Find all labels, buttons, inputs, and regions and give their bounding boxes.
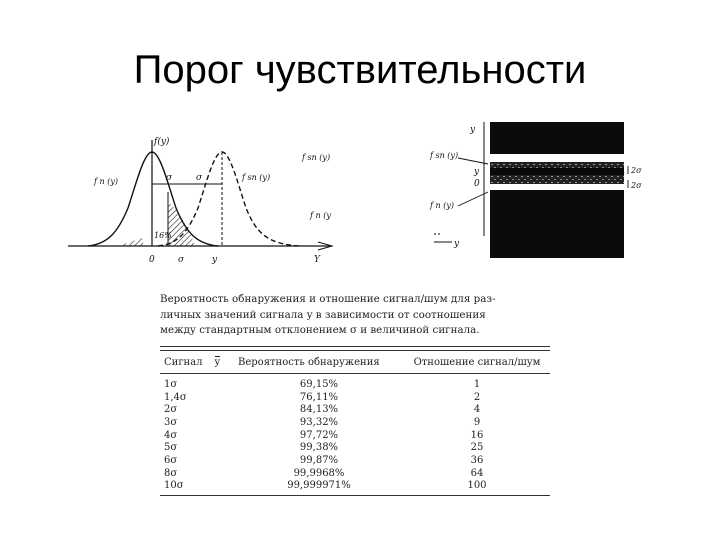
band-bottom-noise xyxy=(490,175,624,184)
table-body xyxy=(160,374,550,495)
cell-probability: 99,87% xyxy=(299,454,339,466)
cell-signal: 1σ xyxy=(164,378,178,390)
cell-ratio: 25 xyxy=(470,442,484,454)
cell-signal: 6σ xyxy=(164,454,178,466)
label-f-n-left: f n (y) xyxy=(94,177,118,186)
slide-title: Порог чувствительности xyxy=(133,48,587,92)
table-row xyxy=(160,467,550,480)
cell-ratio: 2 xyxy=(473,391,481,403)
cell-probability: 93,32% xyxy=(299,416,339,428)
table-row xyxy=(160,429,550,442)
table-row xyxy=(160,378,550,391)
detection-table xyxy=(160,346,550,496)
caption-line-2: личных значений сигнала y в зависимости от соотношения xyxy=(160,308,486,321)
cell-probability: 76,11% xyxy=(299,391,339,403)
table-row xyxy=(160,454,550,467)
label-f-y: f(y) xyxy=(154,137,170,147)
label-f-sn: f sn (y) xyxy=(430,151,459,160)
label-zero: 0 xyxy=(149,255,155,265)
cell-ratio: 100 xyxy=(467,480,487,492)
distribution-diagram xyxy=(60,122,340,270)
table-header xyxy=(160,350,550,374)
label-f-sn-mid: f sn (y) xyxy=(242,173,271,182)
noise-band-diagram xyxy=(428,118,658,263)
band-top-noise xyxy=(490,162,624,168)
label-two-sigma-bottom: 2σ xyxy=(631,181,642,190)
header-signal-symbol: y xyxy=(214,356,221,368)
cell-ratio: 4 xyxy=(473,404,481,416)
cell-ratio: 1 xyxy=(473,378,481,390)
cell-signal: 2σ xyxy=(164,404,178,416)
label-ybar: y xyxy=(474,167,480,177)
label-sigma-b: σ xyxy=(196,173,203,183)
label-f-n: f n (y) xyxy=(430,201,454,210)
cell-probability: 99,9968% xyxy=(293,467,345,479)
table-row xyxy=(160,391,550,404)
cell-signal: 10σ xyxy=(164,480,184,492)
table-caption xyxy=(160,292,550,339)
label-y-top: y xyxy=(470,125,476,135)
table-row xyxy=(160,441,550,454)
label-f-n-right: f n (y xyxy=(310,211,331,220)
cell-probability: 69,15% xyxy=(299,378,339,390)
label-ybar-axis: y xyxy=(212,255,218,265)
header-probability: Вероятность обнаружения xyxy=(238,356,380,368)
cell-signal: 8σ xyxy=(164,467,178,479)
label-zero-right: 0 xyxy=(474,179,480,189)
header-signal: Сигнал y xyxy=(164,356,221,368)
cell-probability: 99,999971% xyxy=(287,480,351,492)
noise-curve xyxy=(88,152,218,246)
cell-probability: 97,72% xyxy=(299,429,339,441)
label-legend-y: y xyxy=(454,239,460,249)
cell-signal: 1,4σ xyxy=(164,391,187,403)
cell-probability: 84,13% xyxy=(299,404,339,416)
table-row xyxy=(160,403,550,416)
hatched-tail-left xyxy=(118,238,144,246)
cell-ratio: 9 xyxy=(473,416,481,428)
caption-line-1: Вероятность обнаружения и отношение сигнал/шум для раз- xyxy=(160,293,496,305)
table-row xyxy=(160,480,550,493)
cell-ratio: 36 xyxy=(470,454,484,466)
cell-probability: 99,38% xyxy=(299,442,339,454)
label-f-sn-top: f sn (y) xyxy=(302,153,331,162)
cell-signal: 5σ xyxy=(164,442,178,454)
header-ratio: Отношение сигнал/шум xyxy=(413,356,541,368)
cell-signal: 4σ xyxy=(164,429,178,441)
label-two-sigma-top: 2σ xyxy=(631,166,642,175)
cell-signal: 3σ xyxy=(164,416,178,428)
label-percent: 16% xyxy=(154,231,172,240)
label-y-axis: Y xyxy=(314,255,320,265)
label-sigma-axis: σ xyxy=(178,255,185,265)
caption-line-3: между стандартным отклонением σ и величиной сигнала. xyxy=(160,324,480,336)
cell-ratio: 64 xyxy=(470,467,484,479)
table-row xyxy=(160,416,550,429)
label-sigma-a: σ xyxy=(166,173,173,183)
cell-ratio: 16 xyxy=(470,429,484,441)
